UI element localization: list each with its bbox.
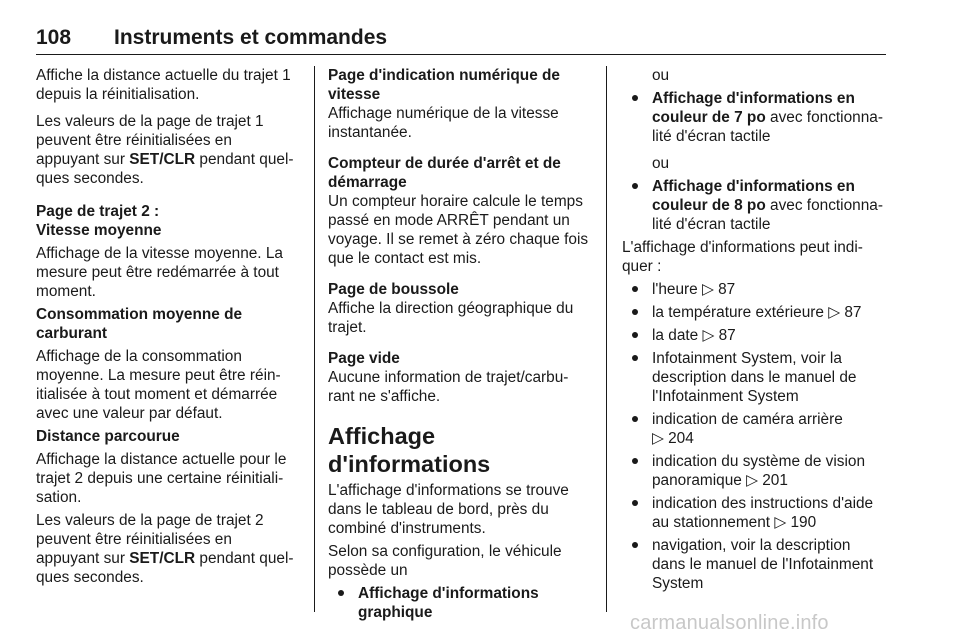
list-item: Affichage d'informations graphique: [328, 584, 594, 622]
chapter-title: Instruments et commandes: [114, 26, 388, 49]
trip2-heading: Page de trajet 2 :: [36, 203, 160, 220]
trip2-reset-text: Les valeurs de la page de trajet 2 peuvent être réinitialisées en appuyant sur SET/CLR pendant quel- ques secondes.: [36, 512, 294, 586]
distance-heading: Distance parcourue: [36, 428, 180, 445]
or-text: ou: [652, 155, 670, 172]
watermark: carmanualsonline.info: [630, 612, 829, 634]
page-ref-arrow-icon: ▷: [828, 304, 845, 321]
page-number: 108: [36, 26, 72, 49]
bullet-icon: [632, 416, 638, 422]
page-ref-link[interactable]: 87: [718, 327, 736, 344]
column-divider-1: [314, 66, 315, 612]
compass-text: Affiche la direction géographique du trajet.: [328, 300, 574, 336]
empty-page-text: Aucune information de trajet/carbu- rant ne s'affiche.: [328, 369, 569, 405]
configuration-text: Selon sa configuration, le véhicule possède un: [328, 543, 562, 579]
bullet-icon: [632, 332, 638, 338]
trip1-distance-text: Affiche la distance actuelle du trajet 1 depuis la réinitialisation.: [36, 67, 291, 103]
bullet-icon: [632, 500, 638, 506]
list-item: Affichage d'informations en couleur de 7 po avec fonctionna- lité d'écran tactile: [622, 89, 888, 146]
page-header: [36, 26, 886, 54]
bullet-icon: [632, 309, 638, 315]
header-divider: [36, 54, 886, 55]
page-ref-link[interactable]: 201: [762, 472, 788, 489]
average-consumption-text: Affichage de la consommation moyenne. La mesure peut être réin- itialisée à tout moment et démarrée avec une valeur par défaut.: [36, 348, 281, 422]
bullet-icon: [632, 355, 638, 361]
indicate-text: L'affichage d'informations peut indi- quer :: [622, 239, 863, 275]
bullet-icon: [632, 95, 638, 101]
distance-text: Affichage la distance actuelle pour le trajet 2 depuis une certaine réinitiali- sation.: [36, 451, 287, 506]
column-middle: [328, 66, 594, 622]
empty-page-heading: Page vide: [328, 350, 400, 367]
list-item: navigation, voir la description dans le manuel de l'Infotainment System: [622, 536, 888, 593]
list-item: la température extérieure ▷ 87: [622, 303, 888, 322]
bullet-icon: [632, 183, 638, 189]
list-item: indication des instructions d'aide au stationnement ▷ 190: [622, 494, 888, 532]
average-speed-text: Affichage de la vitesse moyenne. La mesure peut être redémarrée à tout moment.: [36, 245, 283, 300]
bullet-icon: [338, 590, 344, 596]
page-ref-arrow-icon: ▷: [702, 327, 719, 344]
page-ref-arrow-icon: ▷: [774, 514, 791, 531]
list-item: Infotainment System, voir la description dans le manuel de l'Infotainment System: [622, 349, 888, 406]
list-item: Affichage d'informations en couleur de 8 po avec fonctionna- lité d'écran tactile: [622, 177, 888, 234]
list-item: indication de caméra arrière ▷ 204: [622, 410, 888, 448]
average-speed-heading: Vitesse moyenne: [36, 222, 162, 239]
bullet-icon: [632, 542, 638, 548]
page-ref-link[interactable]: 204: [668, 430, 694, 447]
column-right: [622, 66, 888, 593]
trip1-reset-text: Les valeurs de la page de trajet 1 peuvent être réinitialisées en appuyant sur SET/CLR pendant quel- ques secondes.: [36, 113, 294, 187]
bullet-icon: [632, 286, 638, 292]
digital-speed-text: Affichage numérique de la vitesse instantanée.: [328, 105, 559, 141]
info-display-text: L'affichage d'informations se trouve dans le tableau de bord, près du combiné d'instruments.: [328, 482, 569, 537]
column-left: [36, 66, 300, 587]
column-divider-2: [606, 66, 607, 612]
stop-start-text: Un compteur horaire calcule le temps passé en mode ARRÊT pendant un voyage. Il se remet à zéro chaque fois que le contact est mis.: [328, 193, 589, 267]
page-ref-arrow-icon: ▷: [702, 281, 719, 298]
list-item: l'heure ▷ 87: [622, 280, 888, 299]
page-ref-arrow-icon: ▷: [746, 472, 763, 489]
list-item: la date ▷ 87: [622, 326, 888, 345]
digital-speed-heading: Page d'indication numérique de vitesse: [328, 67, 560, 103]
set-clr-key: SET/CLR: [129, 151, 196, 168]
info-display-heading: Affichage d'informations: [328, 423, 491, 477]
average-consumption-heading: Consommation moyenne de carburant: [36, 306, 243, 342]
stop-start-heading: Compteur de durée d'arrêt et de démarrage: [328, 155, 561, 191]
page-ref-link[interactable]: 87: [718, 281, 736, 298]
list-item: indication du système de vision panoramique ▷ 201: [622, 452, 888, 490]
compass-heading: Page de boussole: [328, 281, 459, 298]
page-ref-link[interactable]: 87: [844, 304, 862, 321]
page-ref-arrow-icon: ▷: [652, 430, 669, 447]
page-ref-link[interactable]: 190: [790, 514, 817, 531]
set-clr-key: SET/CLR: [129, 550, 196, 567]
or-text: ou: [652, 67, 670, 84]
bullet-icon: [632, 458, 638, 464]
